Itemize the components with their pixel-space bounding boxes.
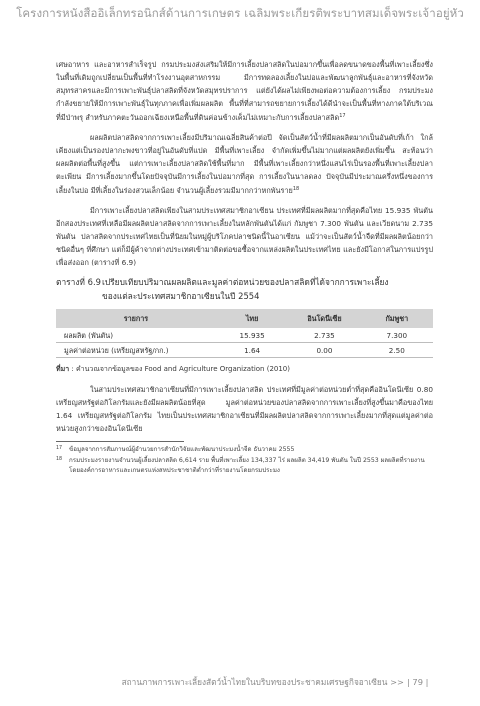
table-label: ตารางที่ 6.9 <box>56 277 101 287</box>
footnote-ref-18[interactable]: 18 <box>292 186 300 192</box>
paragraph-2: ผลผลิตปลาสลิดจากการเพาะเลี้ยงมีปริมาณเฉลี่ยสินค้าต่อปี จัดเป็นสัตว์น้ำที่มีผลผลิตมากเป็นอันดับที่เก้า ใกล้เคียงแต่เป็นรองปลากะพงขาวที่อยู่ในอันดับที่แปด มีพื้นที่เพาะเลี้ยง จำกัดเพิ่มขึ้นไม่มากแต่ผลผลิตยังเพิ่มขึ้น สะท้อนว่าผลผลิตต่อพื้นที่สูงขึ้น แต่การเพาะเลี้ยงปลาสลิดใช้พื้นที่มาก มีพื้นที่เพาะเลี้ยงกว่าหนึ่งแสนไร่เป็นรองพื้นที่เพาะเลี้ยงปลาตะเพียน มีการเลี้ยงมากขึ้นโดยปัจจุบันมีการเลี้ยงในบ่อมากที่สุด การเลี้ยงในนาลดลง ปัจจุบันมีประมาณครึ่งหนึ่งของการเลี้ยงในบ่อ มีที่เลี้ยงในร่องสวนเล็กน้อย จำนวนผู้เลี้ยงรวมมีมากกว่าหกพันราย$^{18}$ <box>56 133 433 195</box>
cell-thailand: 1.64 <box>216 343 288 358</box>
page-content <box>56 58 433 477</box>
paragraph-4: ในสามประเทศสมาชิกอาเซียนที่มีการเพาะเลี้ยงปลาสลิด ประเทศที่มีมูลค่าต่อหน่วยต่ำที่สุดคืออินโดนีเซีย 0.80 เหรียญสหรัฐต่อกิโลกรัมและยังมีผลผลิตน้อยที่สุด มูลค่าต่อหน่วยของปลาสลิดจากการเพาะเลี้ยงที่สูงขึ้นมาคือของไทย 1.64 เหรียญสหรัฐต่อกิโลกรัม ไทยเป็นประเทศสมาชิกอาเซียนที่มีผลผลิตปลาสลิดจากการเพาะเลี้ยงมากที่สุดแต่มูลค่าต่อหน่วยสูงกว่าของอินโดนีเซีย <box>56 385 433 433</box>
col-header-indonesia: อินโดนีเซีย <box>288 309 360 328</box>
table-row <box>56 343 433 358</box>
table-header-row <box>56 309 433 328</box>
data-table <box>56 309 433 358</box>
footnote-number: 17 <box>56 446 63 451</box>
running-header: โครงการหนังสืออิเล็กทรอนิกส์ด้านการเกษตร เฉลิมพระเกียรติพระบาทสมเด็จพระเจ้าอยู่หัว <box>16 6 464 20</box>
table-source: ที่มา : คำนวณจากข้อมูลของ Food and Agriculture Organization (2010) <box>56 365 290 373</box>
paragraph-3: มีการเพาะเลี้ยงปลาสลิดเพียงในสามประเทศสมาชิกอาเซียน ประเทศที่มีผลผลิตมากที่สุดคือไทย 15.935 พันตัน อีกสองประเทศที่เหลือมีผลผลิตปลาสลิดจากการเพาะเลี้ยงในหลักพันตันได้แก่ กัมพูชา 7.300 พันตัน และเวียดนาม 2.735 พันตัน ปลาสลิดจากประเทศไทยเป็นที่นิยมในหมู่ผู้บริโภคปลาชนิดนี้ในอาเซียน แม้ว่าจะเป็นสัตว์น้ำจืดที่มีผลผลิตน้อยกว่าชนิดอื่นๆ ที่ศึกษา แต่ก็มีผู้ค้าจากต่างประเทศเข้ามาติดต่อขอซื้อจากแหล่งผลิตในประเทศไทย และยังมีโอกาสในการแปรรูปเพื่อส่งออก (ตารางที่ 6.9) <box>56 206 433 267</box>
paragraph-1: เศษอาหาร และอาหารสำเร็จรูป กรมประมงส่งเสริมให้มีการเลี้ยงปลาสลิดในบ่อมากขึ้นเพื่อลดขนาดของพื้นที่เพาะเลี้ยงซึ่งในพื้นที่เดิมถูกเปลี่ยนเป็นพื้นที่ทำโรงงานอุตสาหกรรม มีการทดลองเลี้ยงในบ่อและพัฒนาลูกพันธุ์และอาหารที่จังหวัดสมุทรสาครและมีการเพาะพันธุ์ปลาสลิดที่จังหวัดสมุทรปราการ แต่ยังได้ผลไม่เพียงพอต่อความต้องการเลี้ยง กรมประมงกำลังขยายให้มีการเพาะพันธุ์ในทุกภาคเพื่อเพิ่มผลผลิต พื้นที่ที่สามารถขยายการเลี้ยงได้ดีนำจะเป็นพื้นที่ทางภาคใต้บริเวณที่มีป่าพรุ สำหรับภาคตะวันออกเฉียงเหนือพื้นที่ดินค่อนข้างเค็มไม่เหมาะกับการเลี้ยงปลาสลิด$^{17}$ <box>56 60 433 122</box>
footnote-divider <box>56 441 184 442</box>
table-row <box>56 328 433 343</box>
cell-thailand: 15.935 <box>216 328 288 343</box>
cell-cambodia: 7.300 <box>361 328 433 343</box>
footnote-number: 18 <box>56 456 63 462</box>
footnote-text: กรมประมงรายงานจำนวนผู้เลี้ยงปลาสลิด 6,614 ราย พื้นที่เพาะเลี้ยง 134,337 ไร่ ผลผลิต 34,419 พันตัน ในปี 2553 ผลผลิตที่รายงานโดยองค์การอาหารและเกษตรแห่งสหประชาชาติต่ำกว่าที่รายงานโดยกรมประมง <box>69 456 425 474</box>
col-header-cambodia: กัมพูชา <box>361 309 433 328</box>
footnote-18 <box>56 456 433 477</box>
footnote-ref-17[interactable]: 17 <box>339 113 346 119</box>
row-label: ผลผลิต (พันตัน) <box>56 328 216 343</box>
table-caption: ตารางที่ 6.9เปรียบเทียบปริมาณผลผลิตและมูลค่าต่อหน่วยของปลาสลิดที่ได้จากการเพาะเลี้ยง ของแต่ละประเทศสมาชิกอาเซียนในปี 2554 <box>56 277 389 301</box>
col-header-item: รายการ <box>56 309 216 328</box>
cell-indonesia: 0.00 <box>288 343 360 358</box>
footnote-17 <box>56 445 433 456</box>
page-number: | 79 | <box>407 677 429 687</box>
footnote-text: ข้อมูลจากการสัมภาษณ์ผู้อำนวยการสำนักวิจัยและพัฒนาประมงน้ำจืด ธันวาคม 2555 <box>69 446 295 453</box>
cell-indonesia: 2.735 <box>288 328 360 343</box>
row-label: มูลค่าต่อหน่วย (เหรียญสหรัฐ/กก.) <box>56 343 216 358</box>
footer-text: สถานภาพการเพาะเลี้ยงสัตว์น้ำไทยในบริบทของประชาคมเศรษฐกิจอาเซียน >> <box>121 677 404 687</box>
page-footer <box>0 672 480 692</box>
col-header-thailand: ไทย <box>216 309 288 328</box>
cell-cambodia: 2.50 <box>361 343 433 358</box>
